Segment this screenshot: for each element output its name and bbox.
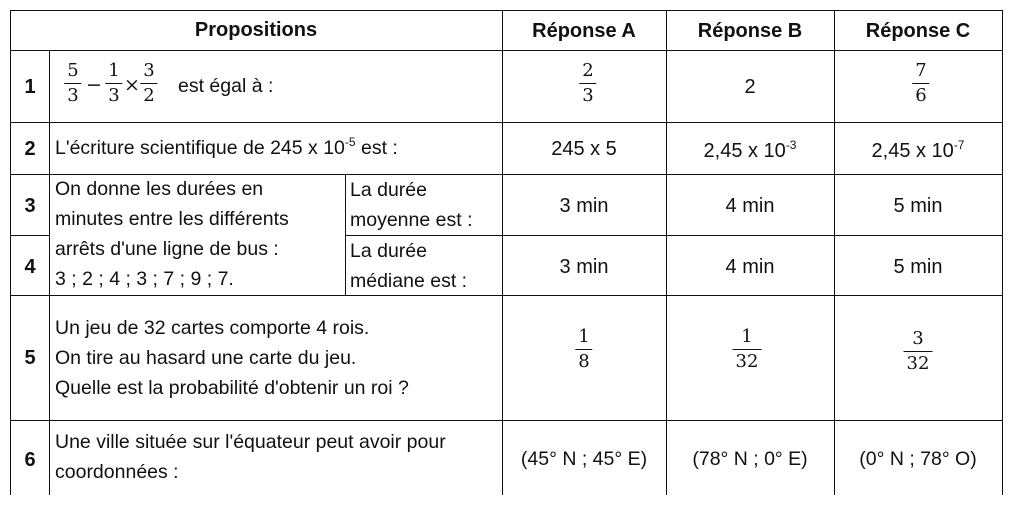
numerator: 1: [741, 326, 753, 347]
denominator: 3: [105, 83, 122, 105]
shared-proposition: [55, 174, 289, 294]
numerator: 1: [108, 60, 120, 81]
col-divider: [666, 10, 667, 495]
answer-c-fraction: [904, 330, 933, 373]
mantissa: 2,45 x 10: [703, 140, 786, 162]
col-divider: [10, 10, 11, 495]
row-divider: [10, 10, 1003, 11]
question-number: 5: [24, 347, 36, 369]
text-line: médiane est :: [350, 270, 468, 292]
question-number: 3: [24, 195, 36, 217]
numerator: 1: [578, 326, 590, 347]
header-answer-c: Réponse C: [865, 20, 971, 42]
answer-a: 245 x 5: [551, 138, 617, 160]
answer-a-fraction: [579, 62, 596, 105]
proposition-text: [55, 427, 446, 487]
row-divider: [10, 50, 1003, 51]
row-divider: [10, 420, 1003, 421]
exponent: -3: [785, 138, 797, 152]
numerator: 3: [912, 328, 924, 349]
denominator: 3: [64, 83, 81, 105]
answer-b: 4 min: [725, 195, 775, 217]
answer-c: 5 min: [893, 256, 943, 278]
answer-a: (45° N ; 45° E): [520, 448, 648, 470]
col-divider: [345, 174, 346, 295]
text-line: La durée: [350, 240, 427, 262]
header-propositions: Propositions: [194, 19, 318, 41]
times-sign: ×: [124, 74, 140, 96]
proposition-text: [55, 135, 398, 159]
col-divider: [1002, 10, 1003, 495]
minus-sign: −: [86, 74, 102, 96]
question-number: 6: [24, 449, 36, 471]
col-divider: [834, 10, 835, 495]
answer-a: 3 min: [559, 256, 609, 278]
fraction: [140, 62, 157, 105]
proposition-text: [55, 313, 409, 403]
answer-c: 5 min: [893, 195, 943, 217]
answer-b: 4 min: [725, 256, 775, 278]
answer-a-fraction: [575, 328, 592, 371]
answer-c: [871, 138, 965, 162]
denominator: 6: [912, 83, 929, 105]
mantissa: 2,45 x 10: [871, 140, 954, 162]
question-number: 1: [24, 76, 36, 98]
text-line: minutes entre les différents: [55, 208, 289, 230]
row-divider: [10, 122, 1003, 123]
text-line: On donne les durées en: [55, 178, 264, 200]
row-divider: [10, 235, 49, 236]
header-answer-a: Réponse A: [532, 20, 636, 42]
exponent: -7: [953, 138, 965, 152]
denominator: 8: [575, 349, 592, 371]
exponent: -5: [344, 135, 356, 149]
question-number: 2: [24, 138, 36, 160]
denominator: 32: [904, 351, 933, 373]
text-main: L'écriture scientifique de 245 x 10: [55, 137, 345, 159]
answer-b-fraction: [733, 328, 762, 371]
text-line: 3 ; 2 ; 4 ; 3 ; 7 ; 9 ; 7.: [55, 268, 234, 290]
numerator: 2: [582, 60, 594, 81]
sub-proposition: [350, 175, 472, 235]
answer-b: (78° N ; 0° E): [692, 448, 808, 470]
text-line: moyenne est :: [350, 209, 473, 231]
fraction: [105, 62, 122, 105]
numerator: 5: [67, 60, 79, 81]
text-line: La durée: [350, 179, 427, 201]
text-line: arrêts d'une ligne de bus :: [55, 238, 279, 260]
answer-b: [703, 138, 797, 162]
text-line: Une ville située sur l'équateur peut avoir pour: [55, 431, 446, 453]
question-number: 4: [24, 256, 36, 278]
sub-proposition: [350, 236, 467, 296]
denominator: 32: [733, 349, 762, 371]
denominator: 3: [579, 83, 596, 105]
fraction: [64, 62, 81, 105]
numerator: 3: [143, 60, 155, 81]
text-line: On tire au hasard une carte du jeu.: [55, 347, 357, 369]
col-divider: [49, 50, 50, 495]
answer-b: 2: [744, 76, 756, 98]
col-divider: [502, 10, 503, 495]
denominator: 2: [140, 83, 157, 105]
header-answer-b: Réponse B: [697, 20, 803, 42]
answer-c: (0° N ; 78° O): [859, 448, 977, 470]
text-end: est :: [355, 137, 398, 159]
text-line: coordonnées :: [55, 461, 179, 483]
numerator: 7: [915, 60, 927, 81]
proposition-text: est égal à :: [178, 75, 274, 97]
row-divider: [10, 295, 1003, 296]
text-line: Un jeu de 32 cartes comporte 4 rois.: [55, 317, 370, 339]
text-line: Quelle est la probabilité d'obtenir un roi ?: [55, 377, 409, 399]
answer-a: 3 min: [559, 195, 609, 217]
answer-c-fraction: [912, 62, 929, 105]
